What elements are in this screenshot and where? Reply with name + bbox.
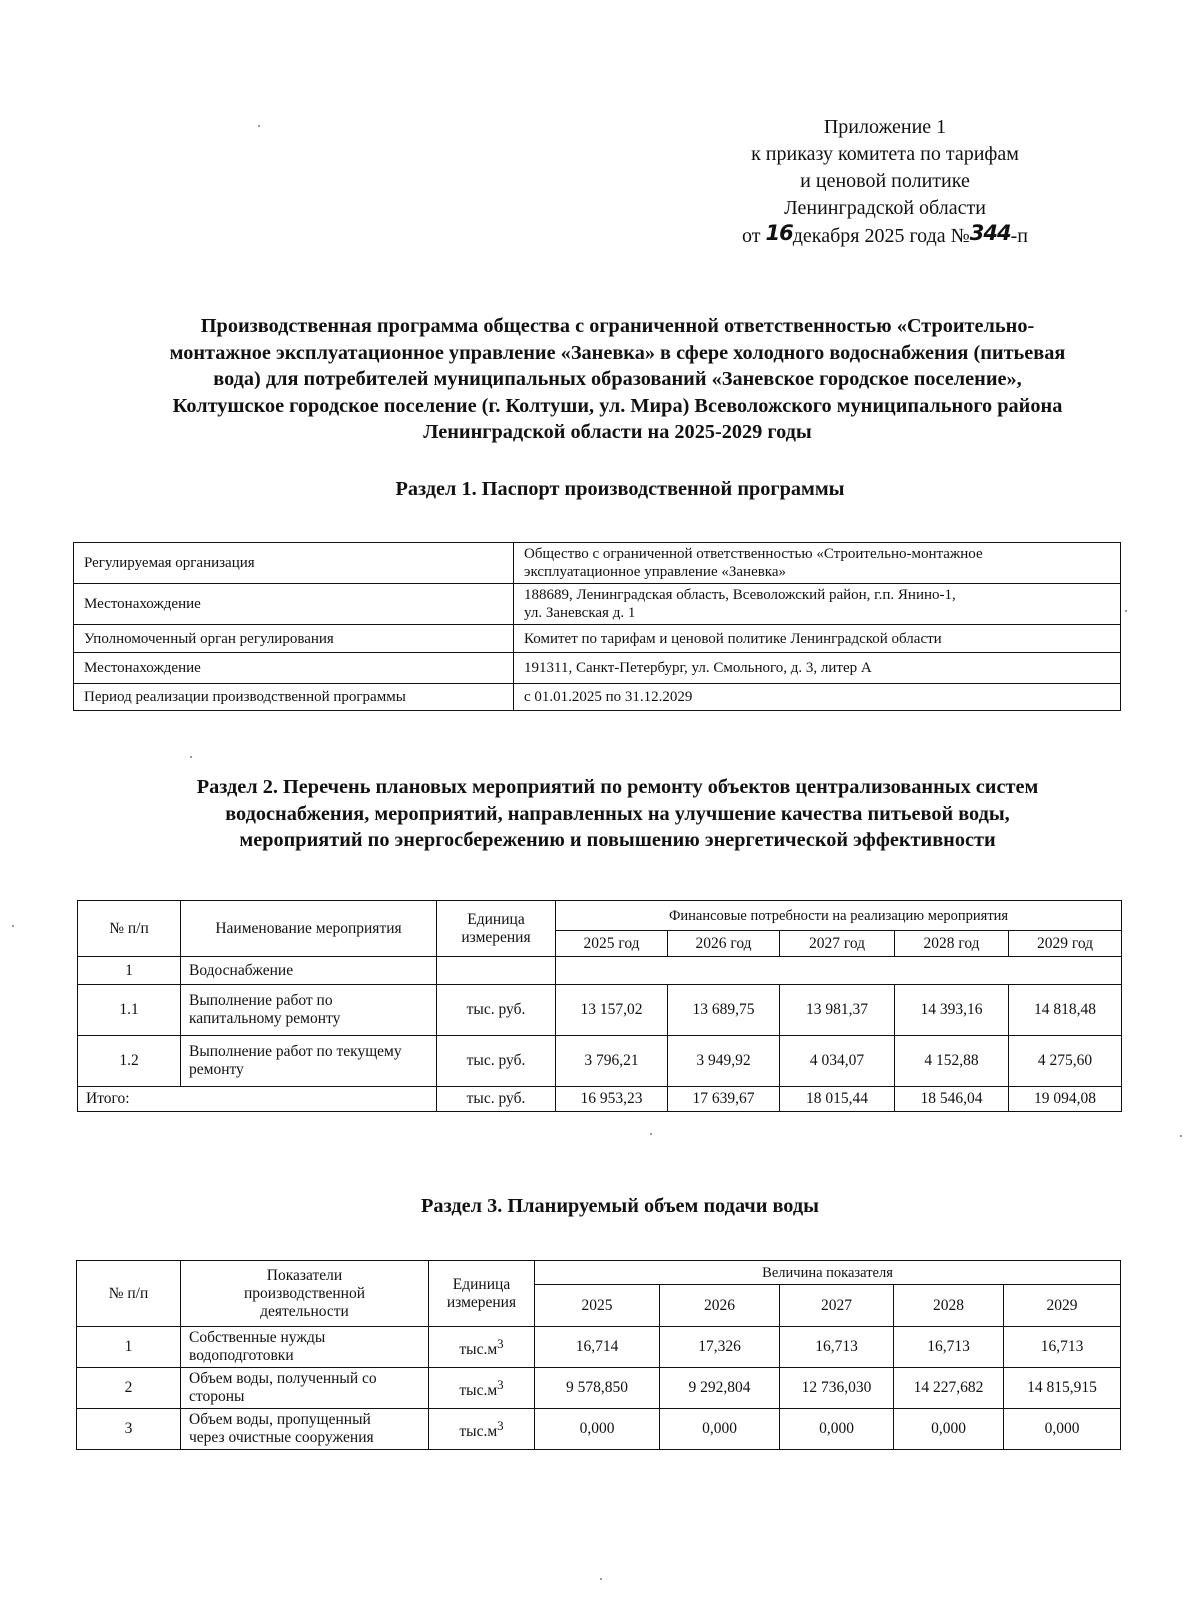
heading-line: водоснабжения, мероприятий, направленных на улучшение качества питьевой воды,	[225, 802, 1010, 825]
row-unit	[437, 957, 556, 985]
number-suffix: -п	[1010, 225, 1028, 247]
row-name	[181, 1327, 429, 1368]
scan-speck	[1125, 610, 1127, 612]
unit-superscript: 3	[497, 1417, 504, 1433]
title-line: монтажное эксплуатационное управление «Заневка» в сфере холодного водоснабжения (питьевая	[169, 341, 1066, 364]
passport-value-line: эксплуатационное управление «Заневка»	[524, 564, 787, 580]
row-value: 9 578,850	[535, 1368, 660, 1409]
passport-label: Регулируемая организация	[74, 543, 514, 584]
unit-header-line: измерения	[461, 928, 531, 946]
row-name-line: Собственные нужды	[189, 1329, 326, 1346]
row-value: 4 034,07	[780, 1036, 895, 1087]
document-title	[90, 313, 1145, 446]
passport-value: 191311, Санкт-Петербург, ул. Смольного, д. 3, литер А	[514, 653, 1121, 684]
appendix-line: и ценовой политике	[800, 170, 970, 192]
total-value: 16 953,23	[556, 1087, 668, 1112]
row-name	[181, 985, 437, 1036]
table-row	[78, 985, 1122, 1036]
row-num: 1	[78, 957, 181, 985]
col-header-finance: Финансовые потребности на реализацию мероприятия	[556, 901, 1122, 931]
row-name-line: капитальному ремонту	[189, 1010, 341, 1027]
row-value: 14 227,682	[894, 1368, 1004, 1409]
table-row	[77, 1327, 1121, 1368]
row-value: 0,000	[780, 1409, 894, 1450]
row-name-line: через очистные сооружения	[189, 1429, 374, 1446]
handwritten-day: 16	[765, 221, 793, 245]
col-header-num: № п/п	[77, 1261, 181, 1327]
row-value: 16,713	[1004, 1327, 1121, 1368]
col-header-unit	[437, 901, 556, 957]
total-value: 18 015,44	[780, 1087, 895, 1112]
row-value: 13 689,75	[668, 985, 780, 1036]
row-values-empty	[556, 957, 1122, 985]
row-value: 14 393,16	[895, 985, 1009, 1036]
row-name-line: стороны	[189, 1388, 245, 1405]
total-value: 19 094,08	[1009, 1087, 1122, 1112]
passport-value	[514, 543, 1121, 584]
handwritten-order-number: 344	[969, 221, 1011, 245]
col-header-indicator	[181, 1261, 429, 1327]
col-header-year: 2025 год	[556, 931, 668, 957]
title-line: вода) для потребителей муниципальных образований «Заневское городское поселение»,	[213, 368, 1022, 390]
row-num: 1.2	[78, 1036, 181, 1087]
passport-value	[514, 584, 1121, 625]
title-line: Колтушское городское поселение (г. Колтуши, ул. Мира) Всеволожского муниципального района	[172, 394, 1063, 417]
scan-speck	[190, 756, 192, 758]
scan-speck	[258, 125, 260, 127]
title-line: Производственная программа общества с ограниченной ответственностью «Строительно-	[200, 315, 1035, 337]
passport-label: Уполномоченный орган регулирования	[74, 625, 514, 653]
total-value: 17 639,67	[668, 1087, 780, 1112]
row-name-line: Объем воды, пропущенный	[189, 1411, 371, 1428]
table-row	[78, 957, 1122, 985]
table-row	[78, 1036, 1122, 1087]
indicator-header-line: Показатели	[266, 1266, 343, 1284]
passport-value-line: Общество с ограниченной ответственностью «Строительно-монтажное	[524, 546, 983, 562]
row-value: 0,000	[1004, 1409, 1121, 1450]
col-header-name: Наименование мероприятия	[181, 901, 437, 957]
total-label: Итого:	[78, 1087, 437, 1112]
date-prefix: от	[742, 225, 761, 247]
passport-value: Комитет по тарифам и ценовой политике Ленинградской области	[514, 625, 1121, 653]
row-value: 16,713	[894, 1327, 1004, 1368]
indicator-header-line: деятельности	[260, 1302, 349, 1320]
unit-text: тыс.м	[459, 1423, 498, 1441]
heading-line: Раздел 2. Перечень плановых мероприятий по ремонту объектов централизованных систем	[196, 776, 1039, 798]
row-name: Водоснабжение	[181, 957, 437, 985]
row-num: 1	[77, 1327, 181, 1368]
title-line: Ленинградской области на 2025-2029 годы	[423, 421, 812, 443]
row-unit: тыс. руб.	[437, 1036, 556, 1087]
col-header-year: 2029	[1004, 1285, 1121, 1327]
row-value: 13 981,37	[780, 985, 895, 1036]
passport-value: с 01.01.2025 по 31.12.2029	[514, 684, 1121, 711]
appendix-block	[720, 114, 1050, 250]
row-unit	[429, 1327, 535, 1368]
row-name-line: Выполнение работ по текущему	[189, 1043, 402, 1060]
col-header-unit	[429, 1261, 535, 1327]
row-value: 3 796,21	[556, 1036, 668, 1087]
row-value: 0,000	[894, 1409, 1004, 1450]
table-row	[74, 584, 1121, 625]
row-value: 12 736,030	[780, 1368, 894, 1409]
unit-superscript: 3	[497, 1376, 504, 1392]
table-row	[74, 684, 1121, 711]
passport-value-line: ул. Заневская д. 1	[524, 605, 636, 621]
col-header-year: 2028 год	[895, 931, 1009, 957]
row-value: 0,000	[535, 1409, 660, 1450]
col-header-year: 2027 год	[780, 931, 895, 957]
row-name-line: Выполнение работ по	[189, 992, 333, 1009]
unit-header-line: Единица	[452, 1275, 511, 1293]
indicator-header-line: производственной	[243, 1284, 365, 1302]
table-row	[74, 653, 1121, 684]
row-value: 16,713	[780, 1327, 894, 1368]
col-header-num: № п/п	[78, 901, 181, 957]
passport-table	[73, 542, 1121, 711]
appendix-line: Приложение 1	[823, 116, 947, 138]
total-unit: тыс. руб.	[437, 1087, 556, 1112]
date-mid: декабря 2025 года №	[792, 225, 970, 247]
unit-header-line: измерения	[446, 1293, 517, 1311]
row-value: 17,326	[660, 1327, 780, 1368]
unit-text: тыс.м	[459, 1382, 498, 1400]
col-header-year: 2029 год	[1009, 931, 1122, 957]
passport-value-line: 188689, Ленинградская область, Всеволожский район, г.п. Янино-1,	[524, 587, 956, 603]
appendix-line: к приказу комитета по тарифам	[751, 143, 1019, 165]
row-value: 9 292,804	[660, 1368, 780, 1409]
row-unit: тыс. руб.	[437, 985, 556, 1036]
row-value: 14 818,48	[1009, 985, 1122, 1036]
col-header-value: Величина показателя	[535, 1261, 1121, 1285]
col-header-year: 2026 год	[668, 931, 780, 957]
table-row	[77, 1368, 1121, 1409]
row-num: 1.1	[78, 985, 181, 1036]
unit-text: тыс.м	[459, 1341, 498, 1359]
row-value: 4 275,60	[1009, 1036, 1122, 1087]
scan-speck	[600, 1578, 602, 1580]
row-num: 2	[77, 1368, 181, 1409]
activities-table	[77, 900, 1122, 1112]
row-name-line: Объем воды, полученный со	[189, 1370, 377, 1387]
scan-speck	[1180, 1135, 1182, 1137]
row-name	[181, 1368, 429, 1409]
water-volume-table	[76, 1260, 1121, 1450]
row-value: 16,714	[535, 1327, 660, 1368]
col-header-year: 2025	[535, 1285, 660, 1327]
row-value: 14 815,915	[1004, 1368, 1121, 1409]
row-name	[181, 1409, 429, 1450]
table-header-row	[78, 901, 1122, 931]
section2-heading	[90, 774, 1145, 854]
total-value: 18 546,04	[895, 1087, 1009, 1112]
row-num: 3	[77, 1409, 181, 1450]
scan-speck	[650, 1133, 652, 1135]
section1-heading: Раздел 1. Паспорт производственной программы	[395, 478, 845, 500]
col-header-year: 2027	[780, 1285, 894, 1327]
row-unit	[429, 1368, 535, 1409]
col-header-year: 2026	[660, 1285, 780, 1327]
table-total-row	[78, 1087, 1122, 1112]
table-header-row	[77, 1261, 1121, 1285]
col-header-year: 2028	[894, 1285, 1004, 1327]
row-value: 0,000	[660, 1409, 780, 1450]
row-unit	[429, 1409, 535, 1450]
passport-label: Местонахождение	[74, 584, 514, 625]
heading-line: мероприятий по энергосбережению и повышению энергетической эффективности	[239, 829, 996, 851]
row-name-line: водоподготовки	[189, 1347, 294, 1364]
row-value: 13 157,02	[556, 985, 668, 1036]
appendix-line: Ленинградской области	[784, 197, 986, 219]
unit-header-line: Единица	[467, 910, 525, 928]
table-row	[74, 625, 1121, 653]
table-row	[77, 1409, 1121, 1450]
row-value: 4 152,88	[895, 1036, 1009, 1087]
section3-heading: Раздел 3. Планируемый объем подачи воды	[421, 1195, 819, 1217]
table-row	[74, 543, 1121, 584]
unit-superscript: 3	[497, 1335, 504, 1351]
row-value: 3 949,92	[668, 1036, 780, 1087]
appendix-date-line	[720, 222, 1050, 250]
passport-label: Период реализации производственной программы	[74, 684, 514, 711]
passport-label: Местонахождение	[74, 653, 514, 684]
row-name	[181, 1036, 437, 1087]
row-name-line: ремонту	[189, 1061, 244, 1078]
scan-speck	[12, 925, 14, 927]
